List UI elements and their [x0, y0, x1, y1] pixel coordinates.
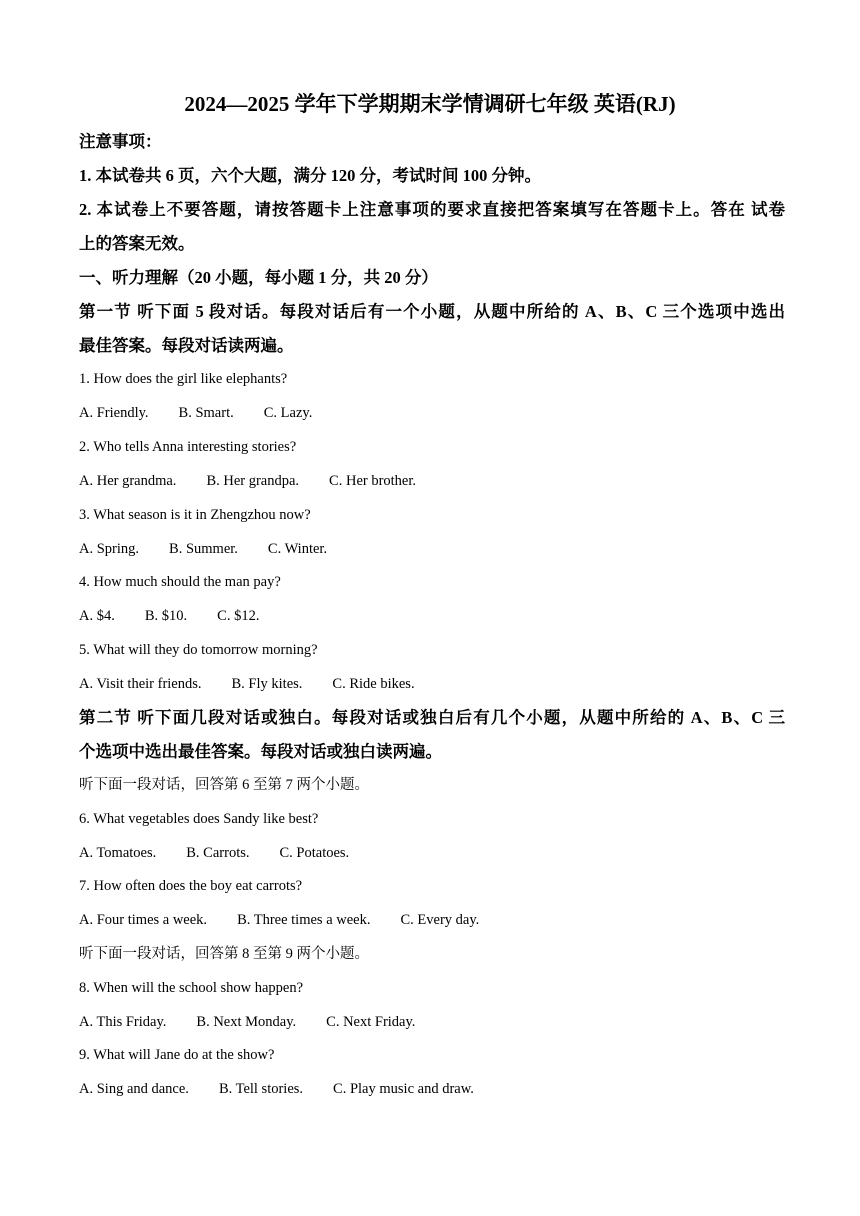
option-c: C. Potatoes.	[279, 845, 350, 861]
option-b: B. Three times a week.	[237, 912, 371, 928]
option-b: B. Tell stories.	[218, 1081, 304, 1097]
question-7-options	[79, 910, 785, 930]
option-c: C. Winter.	[267, 541, 328, 557]
option-b: B. Fly kites.	[231, 676, 303, 692]
option-b: B. Next Monday.	[196, 1014, 297, 1030]
question-1-options	[79, 403, 785, 423]
option-c: C. Every day.	[400, 912, 480, 928]
question-6-options	[79, 843, 785, 863]
part-1-heading: 一、听力理解（20 小题，每小题 1 分，共 20 分）	[79, 268, 438, 287]
question-3-stem: 3. What season is it in Zhengzhou now?	[79, 507, 311, 523]
option-a: A. $4.	[79, 608, 115, 624]
question-9-options	[79, 1079, 785, 1099]
section-2-instruction-line-2: 个选项中选出最佳答案。每段对话或独白读两遍。	[79, 742, 442, 761]
section-1-instruction-line-1: 第一节 听下面 5 段对话。每段对话后有一个小题，从题中所给的 A、B、C 三个选项中选出	[79, 302, 785, 321]
option-a: A. Her grandma.	[79, 473, 177, 489]
question-2-stem: 2. Who tells Anna interesting stories?	[79, 439, 297, 455]
option-c: C. Ride bikes.	[332, 676, 415, 692]
question-1-stem: 1. How does the girl like elephants?	[79, 371, 288, 387]
option-b: B. Summer.	[169, 541, 238, 557]
option-a: A. Tomatoes.	[79, 845, 157, 861]
option-a: A. This Friday.	[79, 1014, 167, 1030]
section-2-instruction-line-1: 第二节 听下面几段对话或独白。每段对话或独白后有几个小题，从题中所给的 A、B、C 三	[79, 708, 785, 727]
question-6-stem: 6. What vegetables does Sandy like best?	[79, 811, 319, 827]
question-4-options	[79, 606, 785, 626]
question-2-options	[79, 471, 785, 491]
option-b: B. $10.	[144, 608, 188, 624]
exam-title: 2024—2025 学年下学期期末学情调研七年级 英语(RJ)	[184, 92, 676, 116]
question-5-options	[79, 674, 785, 694]
question-4-stem: 4. How much should the man pay?	[79, 574, 281, 590]
question-5-stem: 5. What will they do tomorrow morning?	[79, 642, 318, 658]
notice-heading: 注意事项：	[79, 132, 162, 151]
notice-item-1: 1. 本试卷共 6 页，六个大题，满分 120 分，考试时间 100 分钟。	[79, 166, 541, 185]
question-8-stem: 8. When will the school show happen?	[79, 980, 304, 996]
question-9-stem: 9. What will Jane do at the show?	[79, 1047, 275, 1063]
notice-item-2-line-2: 上的答案无效。	[79, 234, 195, 253]
option-b: B. Smart.	[178, 405, 234, 421]
section-1-instruction-line-2: 最佳答案。每段对话读两遍。	[79, 336, 294, 355]
option-c: C. $12.	[217, 608, 260, 624]
option-a: A. Spring.	[79, 541, 140, 557]
option-a: A. Friendly.	[79, 405, 149, 421]
option-c: C. Her brother.	[329, 473, 417, 489]
option-c: C. Play music and draw.	[333, 1081, 474, 1097]
question-3-options	[79, 539, 785, 559]
question-7-stem: 7. How often does the boy eat carrots?	[79, 878, 303, 894]
option-a: A. Sing and dance.	[79, 1081, 189, 1097]
option-c: C. Lazy.	[263, 405, 313, 421]
option-b: B. Carrots.	[186, 845, 250, 861]
option-c: C. Next Friday.	[326, 1014, 416, 1030]
option-a: A. Visit their friends.	[79, 676, 202, 692]
question-8-options	[79, 1012, 785, 1032]
dialog-note-6-7: 听下面一段对话，回答第 6 至第 7 两个小题。	[79, 777, 369, 793]
option-a: A. Four times a week.	[79, 912, 208, 928]
notice-item-2-line-1: 2. 本试卷上不要答题，请按答题卡上注意事项的要求直接把答案填写在答题卡上。答在 试卷	[79, 200, 785, 219]
dialog-note-8-9: 听下面一段对话，回答第 8 至第 9 两个小题。	[79, 946, 369, 962]
option-b: B. Her grandpa.	[206, 473, 300, 489]
